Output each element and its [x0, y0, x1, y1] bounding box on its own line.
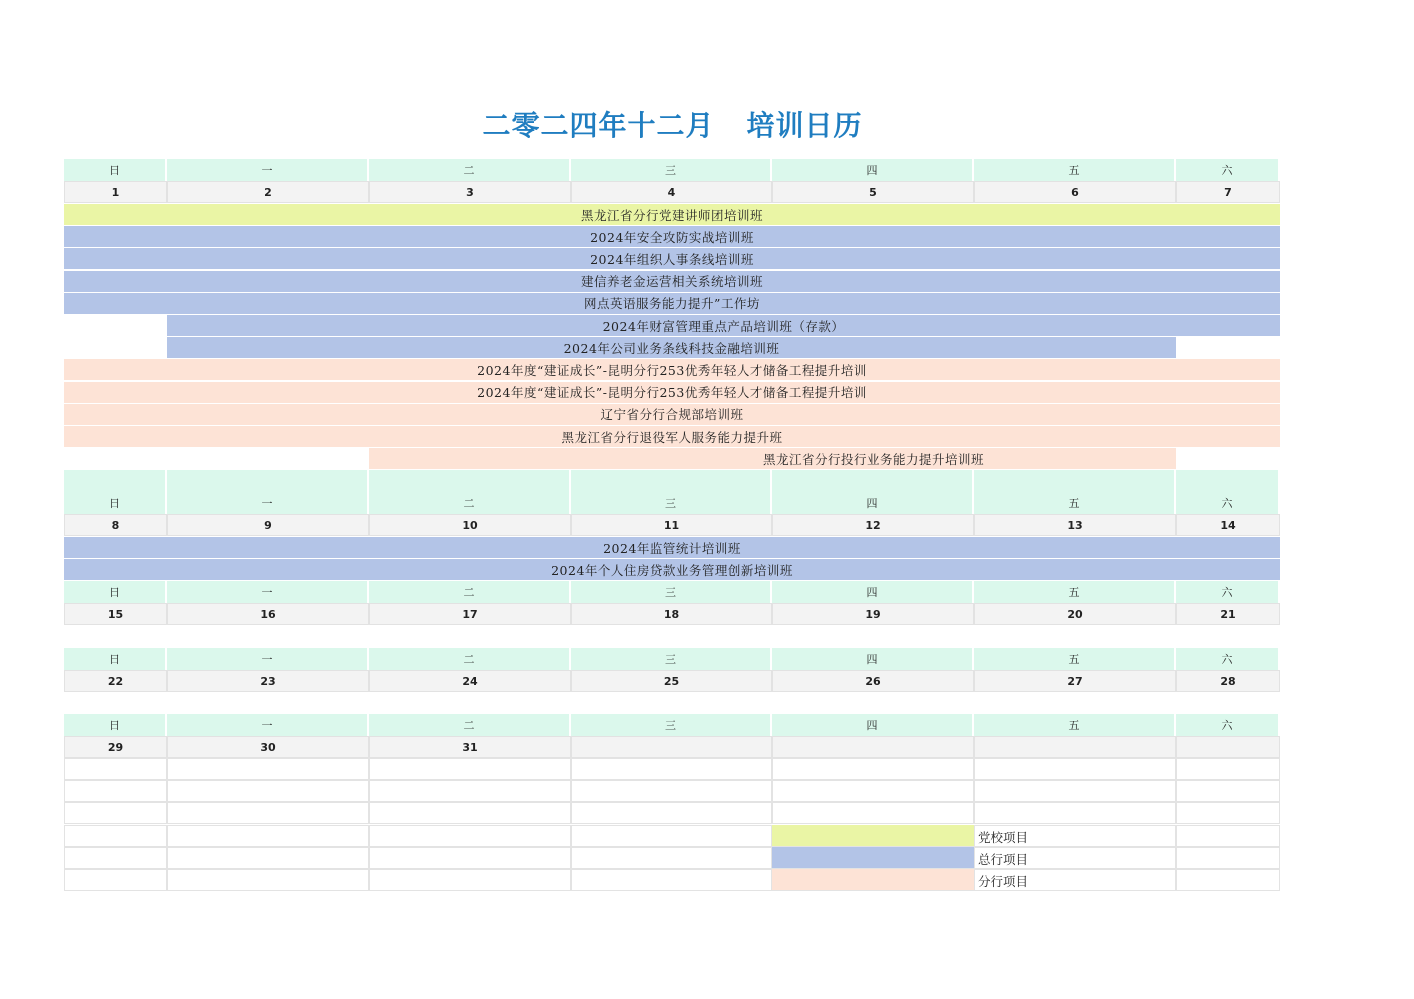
weekday-label: 一 [167, 159, 369, 181]
weekday-label: 日 [64, 159, 167, 181]
weekday-label: 三 [571, 159, 772, 181]
blank-cell [64, 825, 167, 847]
weekday-label: 日 [64, 648, 167, 670]
blank-cell [64, 802, 167, 824]
event-bar[interactable]: 2024年度“建证成长”-昆明分行253优秀年轻人才储备工程提升培训 [64, 382, 1280, 403]
weekday-label: 六 [1176, 648, 1280, 670]
weekday-header-row [64, 581, 1280, 603]
date-row [64, 736, 1280, 758]
spacer-cell [369, 470, 571, 492]
weekday-label: 六 [1176, 492, 1280, 514]
blank-cell [64, 780, 167, 802]
spacer-row [64, 470, 1280, 492]
event-bar[interactable]: 2024年组织人事条线培训班 [64, 248, 1280, 269]
blank-cell [974, 758, 1176, 780]
weekday-label: 三 [571, 714, 772, 736]
date-cell[interactable]: 19 [772, 603, 974, 625]
blank-cell [369, 825, 571, 847]
date-cell[interactable]: 28 [1176, 670, 1280, 692]
weekday-label: 四 [772, 581, 974, 603]
date-cell[interactable]: 10 [369, 514, 571, 536]
blank-cell [772, 802, 974, 824]
blank-cell [167, 758, 369, 780]
spacer-cell [571, 470, 772, 492]
weekday-header-row [64, 648, 1280, 670]
blank-cell [369, 847, 571, 869]
weekday-label: 二 [369, 159, 571, 181]
page-title [0, 104, 1345, 144]
blank-cell [167, 847, 369, 869]
blank-cell [1176, 802, 1280, 824]
legend-label: 党校项目 [978, 830, 1029, 845]
title-subject: 培训日历 [746, 109, 863, 142]
event-bar[interactable]: 2024年财富管理重点产品培训班（存款） [167, 315, 1280, 336]
blank-cell [64, 869, 167, 891]
blank-cell [1176, 847, 1280, 869]
date-cell[interactable]: 5 [772, 181, 974, 203]
weekday-label: 日 [64, 492, 167, 514]
date-cell[interactable]: 16 [167, 603, 369, 625]
weekday-label: 三 [571, 648, 772, 670]
blank-cell [64, 847, 167, 869]
spacer-cell [772, 470, 974, 492]
weekday-label: 五 [974, 159, 1176, 181]
event-bar[interactable]: 辽宁省分行合规部培训班 [64, 404, 1280, 425]
event-bar[interactable]: 网点英语服务能力提升”工作坊 [64, 293, 1280, 314]
date-cell[interactable]: 23 [167, 670, 369, 692]
title-month: 二零二四年十二月 [482, 109, 715, 142]
event-bar[interactable]: 2024年公司业务条线科技金融培训班 [167, 337, 1176, 358]
event-bar[interactable]: 2024年监管统计培训班 [64, 537, 1280, 558]
weekday-label: 日 [64, 714, 167, 736]
blank-cell [1176, 780, 1280, 802]
date-cell[interactable]: 3 [369, 181, 571, 203]
date-cell[interactable] [1176, 736, 1280, 758]
blank-row [64, 825, 1280, 847]
blank-cell [64, 758, 167, 780]
blank-row [64, 847, 1280, 869]
event-bar[interactable]: 黑龙江省分行投行业务能力提升培训班 [571, 448, 1176, 469]
weekday-label: 四 [772, 648, 974, 670]
date-cell[interactable]: 29 [64, 736, 167, 758]
weekday-label: 五 [974, 492, 1176, 514]
date-cell[interactable]: 17 [369, 603, 571, 625]
weekday-label: 一 [167, 648, 369, 670]
spacer-cell [167, 470, 369, 492]
weekday-label: 二 [369, 714, 571, 736]
weekday-label: 五 [974, 648, 1176, 670]
blank-cell [167, 825, 369, 847]
date-row [64, 603, 1280, 625]
date-cell[interactable]: 21 [1176, 603, 1280, 625]
blank-cell [571, 758, 772, 780]
weekday-label: 二 [369, 581, 571, 603]
event-bar-extension [369, 448, 571, 469]
blank-cell [571, 780, 772, 802]
blank-cell [571, 869, 772, 891]
date-cell[interactable]: 20 [974, 603, 1176, 625]
date-cell[interactable]: 18 [571, 603, 772, 625]
blank-cell [772, 780, 974, 802]
blank-row [64, 802, 1280, 824]
date-cell[interactable]: 12 [772, 514, 974, 536]
date-cell[interactable]: 4 [571, 181, 772, 203]
blank-cell [1176, 758, 1280, 780]
legend-swatch [772, 825, 974, 846]
weekday-label: 二 [369, 648, 571, 670]
weekday-header-row [64, 492, 1280, 514]
legend-label: 总行项目 [978, 852, 1029, 868]
date-cell[interactable]: 11 [571, 514, 772, 536]
date-cell[interactable]: 26 [772, 670, 974, 692]
date-cell[interactable]: 22 [64, 670, 167, 692]
weekday-label: 一 [167, 581, 369, 603]
blank-cell [571, 802, 772, 824]
event-bar[interactable]: 2024年安全攻防实战培训班 [64, 226, 1280, 247]
date-cell[interactable]: 25 [571, 670, 772, 692]
event-bar[interactable]: 黑龙江省分行党建讲师团培训班 [64, 204, 1280, 225]
blank-cell [369, 802, 571, 824]
weekday-label: 六 [1176, 159, 1280, 181]
date-row [64, 670, 1280, 692]
date-row [64, 514, 1280, 536]
blank-row [64, 869, 1280, 891]
weekday-label: 六 [1176, 581, 1280, 603]
blank-cell [1176, 825, 1280, 847]
date-cell[interactable]: 13 [974, 514, 1176, 536]
weekday-label: 三 [571, 492, 772, 514]
blank-row [64, 780, 1280, 802]
blank-cell [167, 869, 369, 891]
blank-cell [571, 847, 772, 869]
blank-cell [974, 780, 1176, 802]
date-cell[interactable]: 31 [369, 736, 571, 758]
weekday-label: 六 [1176, 714, 1280, 736]
date-row [64, 181, 1280, 203]
weekday-label: 日 [64, 581, 167, 603]
legend-swatch [772, 869, 974, 890]
date-cell[interactable] [571, 736, 772, 758]
legend-swatch [772, 847, 974, 868]
weekday-label: 三 [571, 581, 772, 603]
blank-cell [167, 780, 369, 802]
blank-cell [369, 758, 571, 780]
date-cell[interactable] [772, 736, 974, 758]
date-cell[interactable]: 14 [1176, 514, 1280, 536]
date-cell[interactable]: 30 [167, 736, 369, 758]
blank-cell [167, 802, 369, 824]
weekday-header-row [64, 714, 1280, 736]
weekday-header-row [64, 159, 1280, 181]
date-cell[interactable]: 27 [974, 670, 1176, 692]
blank-cell [772, 758, 974, 780]
spacer-cell [974, 470, 1176, 492]
event-bar[interactable]: 2024年度“建证成长”-昆明分行253优秀年轻人才储备工程提升培训 [64, 359, 1280, 380]
event-bar[interactable]: 2024年个人住房贷款业务管理创新培训班 [64, 559, 1280, 580]
blank-cell [1176, 869, 1280, 891]
spacer-cell [1176, 470, 1280, 492]
date-cell[interactable] [974, 736, 1176, 758]
spacer-cell [64, 470, 167, 492]
weekday-label: 四 [772, 159, 974, 181]
blank-row [64, 758, 1280, 780]
blank-cell [571, 825, 772, 847]
weekday-label: 五 [974, 714, 1176, 736]
date-cell[interactable]: 8 [64, 514, 167, 536]
weekday-label: 二 [369, 492, 571, 514]
legend-label: 分行项目 [978, 874, 1029, 890]
weekday-label: 一 [167, 492, 369, 514]
date-cell[interactable]: 9 [167, 514, 369, 536]
blank-cell [974, 802, 1176, 824]
date-cell[interactable]: 7 [1176, 181, 1280, 203]
weekday-label: 四 [772, 492, 974, 514]
date-cell[interactable]: 1 [64, 181, 167, 203]
event-bar[interactable]: 黑龙江省分行退役军人服务能力提升班 [64, 426, 1280, 447]
date-cell[interactable]: 15 [64, 603, 167, 625]
event-bar[interactable]: 建信养老金运营相关系统培训班 [64, 271, 1280, 292]
date-cell[interactable]: 6 [974, 181, 1176, 203]
weekday-label: 四 [772, 714, 974, 736]
blank-cell [369, 869, 571, 891]
blank-cell [369, 780, 571, 802]
weekday-label: 五 [974, 581, 1176, 603]
date-cell[interactable]: 24 [369, 670, 571, 692]
date-cell[interactable]: 2 [167, 181, 369, 203]
weekday-label: 一 [167, 714, 369, 736]
